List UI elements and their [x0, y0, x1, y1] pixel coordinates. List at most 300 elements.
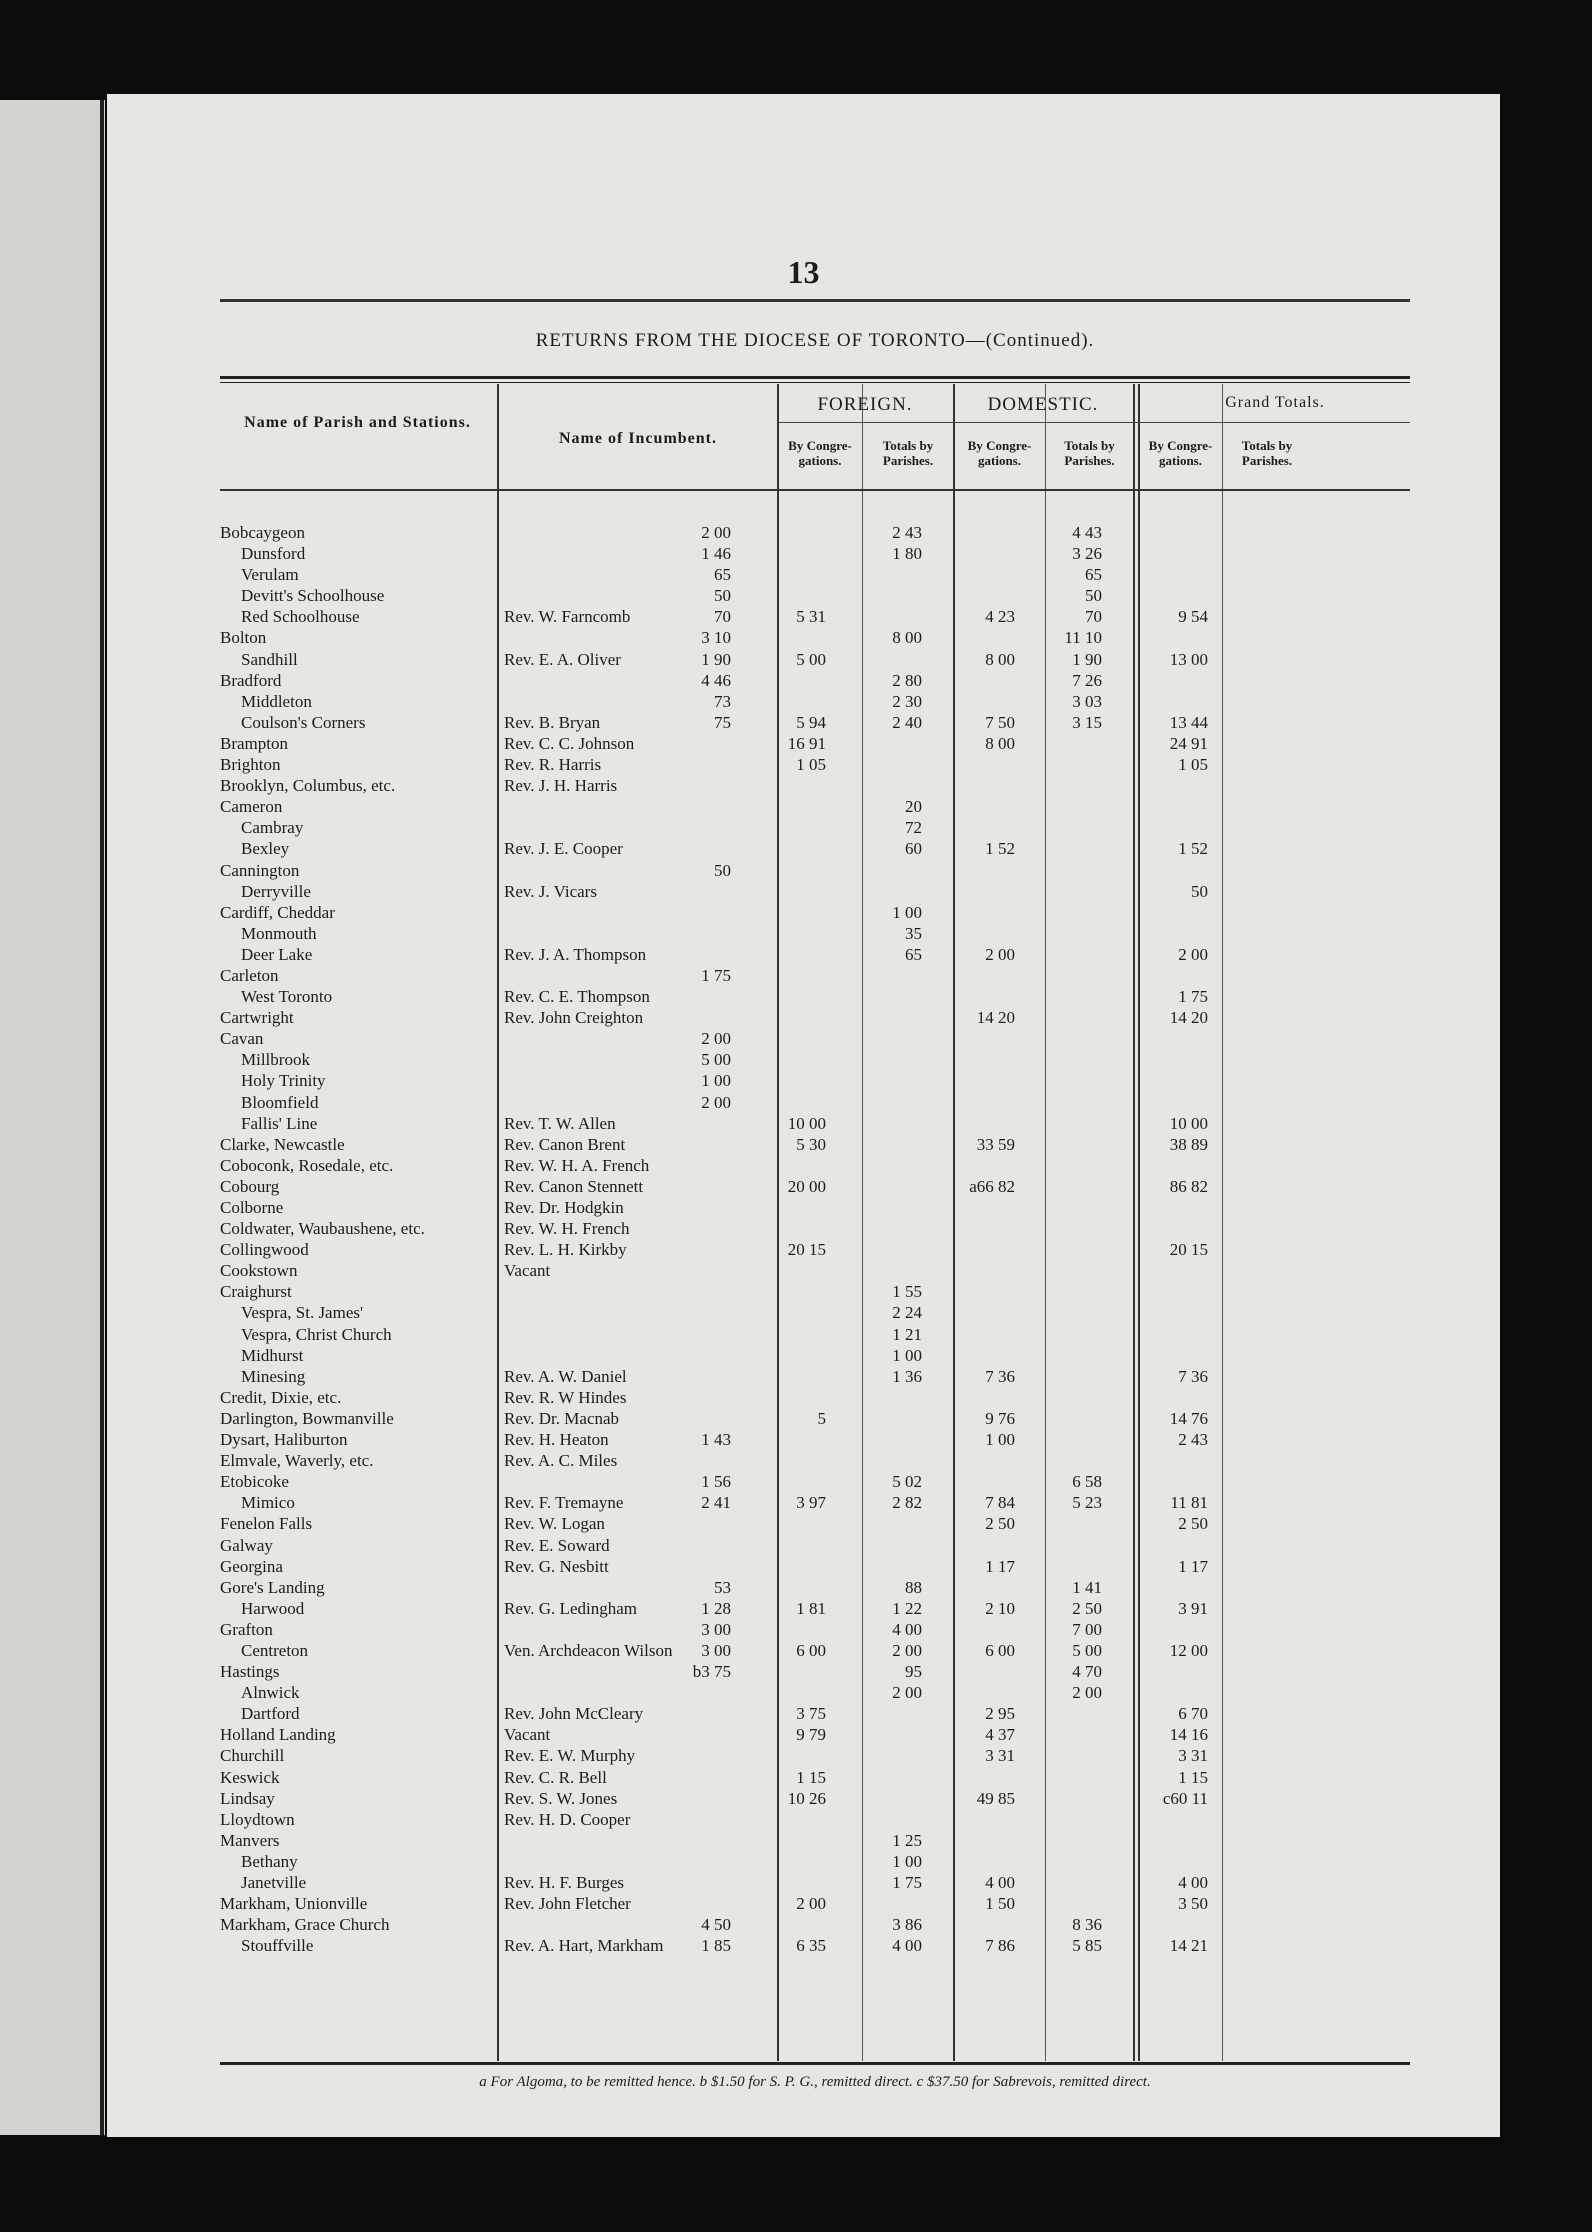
- incumbent-name: Rev. G. Nesbitt: [504, 1556, 609, 1576]
- parish-name: Bradford: [220, 670, 282, 690]
- parish-name: Millbrook: [241, 1050, 310, 1070]
- grand-parish-total-value: 14 76: [1169, 1408, 1208, 1428]
- parish-name: Middleton: [241, 691, 312, 711]
- foreign-parish-total-value: 20 15: [787, 1240, 826, 1260]
- grand-parish-total-value: 4 00: [1178, 1873, 1208, 1892]
- foreign-parish-total-value: 10 26: [787, 1788, 826, 1808]
- domestic-congregations-value: 1 25: [892, 1830, 922, 1850]
- foreign-parish-total-value: 3 97: [796, 1493, 826, 1513]
- table-row: [220, 1176, 1410, 1197]
- header-subrule: [779, 422, 1410, 423]
- incumbent-name: Rev. J. E. Cooper: [504, 839, 623, 859]
- incumbent-name: Rev. E. A. Oliver: [504, 649, 621, 669]
- parish-name: Manvers: [220, 1830, 280, 1850]
- domestic-congregations-value: 35: [905, 923, 922, 943]
- parish-name: Gore's Landing: [220, 1577, 325, 1597]
- parish-name: Clarke, Newcastle: [220, 1134, 345, 1154]
- foreign-parish-total-value: 10 00: [787, 1113, 826, 1133]
- parish-name: Cambray: [241, 818, 304, 838]
- incumbent-name: Rev. J. Vicars: [504, 881, 597, 901]
- foreign-congregations-value: 50: [714, 860, 731, 880]
- foreign-congregations-value: 1 90: [701, 649, 731, 669]
- domestic-parish-total-value: 7 84: [985, 1493, 1015, 1513]
- incumbent-name: Rev. E. W. Murphy: [504, 1746, 636, 1766]
- grand-congregations-value: 1 41: [1072, 1577, 1102, 1597]
- subheader-foreign-parishes: Totals by Parishes.: [882, 438, 934, 468]
- table-row: [220, 1682, 1410, 1703]
- foreign-congregations-value: 2 00: [701, 523, 731, 542]
- domestic-congregations-value: 2 00: [892, 1640, 922, 1660]
- incumbent-name: Rev. R. Harris: [504, 755, 602, 775]
- grand-parish-total-value: 10 00: [1169, 1113, 1208, 1133]
- grand-parish-total-value: 9 54: [1178, 607, 1208, 627]
- domestic-congregations-value: 2 82: [892, 1493, 922, 1513]
- domestic-parish-total-value: 1 17: [985, 1556, 1015, 1576]
- foreign-congregations-value: 4 50: [701, 1915, 731, 1935]
- table-row: [220, 1324, 1410, 1345]
- domestic-congregations-value: 2 00: [892, 1683, 922, 1703]
- incumbent-name: Rev. John McCleary: [504, 1704, 644, 1724]
- incumbent-name: Rev. H. Heaton: [504, 1430, 609, 1450]
- table-row: [220, 1155, 1410, 1176]
- parish-name: Bethany: [241, 1851, 298, 1871]
- incumbent-name: Rev. Dr. Macnab: [504, 1408, 620, 1428]
- parish-name: Vespra, Christ Church: [241, 1324, 392, 1344]
- foreign-parish-total-value: 5 94: [796, 712, 826, 732]
- table-row: [220, 1113, 1410, 1134]
- incumbent-name: Vacant: [504, 1725, 551, 1745]
- table-row: [220, 902, 1410, 923]
- domestic-congregations-value: 72: [905, 818, 922, 838]
- foreign-congregations-value: b3 75: [692, 1662, 731, 1682]
- domestic-congregations-value: 1 22: [892, 1598, 922, 1618]
- parish-name: Verulam: [241, 565, 299, 585]
- parish-name: Georgina: [220, 1556, 283, 1576]
- domestic-parish-total-value: 1 52: [985, 839, 1015, 859]
- foreign-parish-total-value: 5 00: [796, 649, 826, 669]
- table-row: [220, 649, 1410, 670]
- grand-parish-total-value: 2 50: [1178, 1514, 1208, 1534]
- foreign-congregations-value: 3 10: [701, 628, 731, 648]
- grand-congregations-value: 11 10: [1064, 628, 1102, 648]
- parish-name: Cobourg: [220, 1176, 280, 1196]
- table-row: [220, 1092, 1410, 1113]
- table-row: [220, 1745, 1410, 1766]
- parish-name: Cookstown: [220, 1261, 298, 1281]
- header-incumbent: Name of Incumbent.: [559, 430, 717, 447]
- document-page: [107, 94, 1500, 2137]
- table-row: [220, 1703, 1410, 1724]
- foreign-parish-total-value: 1 81: [796, 1598, 826, 1618]
- table-row: [220, 1007, 1410, 1028]
- domestic-congregations-value: 2 24: [892, 1303, 922, 1323]
- table-row: [220, 1872, 1410, 1893]
- parish-name: Grafton: [220, 1619, 273, 1639]
- parish-name: Devitt's Schoolhouse: [241, 586, 385, 606]
- parish-name: Cardiff, Cheddar: [220, 902, 335, 922]
- incumbent-name: Rev. G. Ledingham: [504, 1598, 637, 1618]
- table-row: [220, 860, 1410, 881]
- table-row: [220, 986, 1410, 1007]
- grand-parish-total-value: 20 15: [1169, 1240, 1208, 1260]
- table-row: [220, 1661, 1410, 1682]
- domestic-parish-total-value: 7 50: [985, 712, 1015, 732]
- domestic-parish-total-value: 33 59: [976, 1134, 1015, 1154]
- header-bottom-rule: [220, 489, 1410, 491]
- parish-name: Red Schoolhouse: [241, 607, 360, 627]
- domestic-parish-total-value: 2 00: [985, 944, 1015, 964]
- table-row: [220, 1830, 1410, 1851]
- incumbent-name: Rev. John Fletcher: [504, 1894, 631, 1914]
- parish-name: Collingwood: [220, 1240, 309, 1260]
- table-row: [220, 712, 1410, 733]
- grand-parish-total-value: 14 20: [1169, 1008, 1208, 1028]
- incumbent-name: Ven. Archdeacon Wilson: [504, 1640, 673, 1660]
- table-row: [220, 1556, 1410, 1577]
- table-row: [220, 796, 1410, 817]
- domestic-congregations-value: 5 02: [892, 1472, 922, 1492]
- foreign-parish-total-value: 5 30: [796, 1134, 826, 1154]
- grand-congregations-value: 5 00: [1072, 1640, 1102, 1660]
- table-row: [220, 1345, 1410, 1366]
- table-row: [220, 627, 1410, 648]
- domestic-congregations-value: 8 00: [892, 628, 922, 648]
- incumbent-name: Rev. R. W Hindes: [504, 1387, 627, 1407]
- returns-table-body: [220, 522, 1410, 1956]
- parish-name: Markham, Grace Church: [220, 1915, 390, 1935]
- foreign-congregations-value: 5 00: [701, 1050, 731, 1070]
- table-row: [220, 881, 1410, 902]
- foreign-congregations-value: 75: [714, 712, 731, 732]
- domestic-congregations-value: 20: [905, 797, 922, 817]
- incumbent-name: Rev. S. W. Jones: [504, 1788, 618, 1808]
- table-row: [220, 1260, 1410, 1281]
- domestic-congregations-value: 2 40: [892, 712, 922, 732]
- grand-congregations-value: 8 36: [1072, 1915, 1102, 1935]
- parish-name: Bloomfield: [241, 1092, 319, 1112]
- parish-name: Midhurst: [241, 1345, 304, 1365]
- domestic-parish-total-value: 2 10: [985, 1598, 1015, 1618]
- table-row: [220, 1218, 1410, 1239]
- parish-name: Coboconk, Rosedale, etc.: [220, 1155, 394, 1175]
- table-row: [220, 1197, 1410, 1218]
- foreign-congregations-value: 4 46: [701, 670, 731, 690]
- foreign-parish-total-value: 2 00: [796, 1894, 826, 1914]
- grand-parish-total-value: 1 05: [1178, 755, 1208, 775]
- domestic-parish-total-value: 7 86: [985, 1936, 1015, 1956]
- parish-name: Janetville: [241, 1873, 307, 1892]
- grand-congregations-value: 4 43: [1072, 523, 1102, 542]
- parish-name: Alnwick: [241, 1683, 300, 1703]
- grand-parish-total-value: 3 91: [1178, 1598, 1208, 1618]
- incumbent-name: Rev. E. Soward: [504, 1535, 610, 1555]
- parish-name: Credit, Dixie, etc.: [220, 1387, 342, 1407]
- parish-name: West Toronto: [241, 987, 333, 1007]
- parish-name: Holy Trinity: [241, 1071, 326, 1091]
- grand-parish-total-value: 13 44: [1169, 712, 1208, 732]
- foreign-parish-total-value: 1 15: [796, 1767, 826, 1787]
- table-row: [220, 606, 1410, 627]
- foreign-parish-total-value: 3 75: [796, 1704, 826, 1724]
- previous-page-edge: [0, 100, 105, 2135]
- grand-parish-total-value: 2 00: [1178, 944, 1208, 964]
- foreign-parish-total-value: 1 05: [796, 755, 826, 775]
- incumbent-name: Rev. W. Farncomb: [504, 607, 631, 627]
- parish-name: Bolton: [220, 628, 267, 648]
- grand-congregations-value: 50: [1085, 586, 1102, 606]
- grand-congregations-value: 70: [1085, 607, 1102, 627]
- incumbent-name: Rev. F. Tremayne: [504, 1493, 624, 1513]
- parish-name: Darlington, Bowmanville: [220, 1408, 394, 1428]
- incumbent-name: Rev. C. E. Thompson: [504, 987, 650, 1007]
- parish-name: Monmouth: [241, 923, 317, 943]
- parish-name: Stouffville: [241, 1936, 314, 1956]
- table-row: [220, 1302, 1410, 1323]
- parish-name: Fenelon Falls: [220, 1514, 313, 1534]
- header-grand-totals: Grand Totals.: [1225, 394, 1325, 411]
- domestic-parish-total-value: 2 50: [985, 1514, 1015, 1534]
- grand-congregations-value: 3 26: [1072, 544, 1102, 564]
- table-row: [220, 944, 1410, 965]
- table-row: [220, 1619, 1410, 1640]
- foreign-parish-total-value: 6 35: [796, 1936, 826, 1956]
- footnote: a For Algoma, to be remitted hence. b $1.50 for S. P. G., remitted direct. c $37.50 for Sabrevois, remitted direct.: [479, 2074, 1151, 2090]
- domestic-congregations-value: 1 55: [892, 1282, 922, 1302]
- parish-name: Dartford: [241, 1704, 300, 1724]
- parish-name: Deer Lake: [241, 944, 313, 964]
- page-heading: RETURNS FROM THE DIOCESE OF TORONTO—(Continued).: [535, 330, 1095, 351]
- foreign-congregations-value: 3 00: [701, 1640, 731, 1660]
- grand-congregations-value: 5 23: [1072, 1493, 1102, 1513]
- parish-name: Coulson's Corners: [241, 712, 366, 732]
- domestic-congregations-value: 1 00: [892, 1851, 922, 1871]
- table-row: [220, 1281, 1410, 1302]
- parish-name: Etobicoke: [220, 1472, 289, 1492]
- foreign-congregations-value: 2 41: [701, 1493, 731, 1513]
- foreign-congregations-value: 1 28: [701, 1598, 731, 1618]
- domestic-congregations-value: 88: [905, 1577, 922, 1597]
- grand-parish-total-value: 1 15: [1178, 1767, 1208, 1787]
- table-row: [220, 1366, 1410, 1387]
- parish-name: Galway: [220, 1535, 273, 1555]
- header-foreign: FOREIGN.: [817, 394, 913, 415]
- parish-name: Dunsford: [241, 544, 306, 564]
- table-row: [220, 1028, 1410, 1049]
- domestic-parish-total-value: 6 00: [985, 1640, 1015, 1660]
- foreign-parish-total-value: 16 91: [787, 733, 826, 753]
- domestic-congregations-value: 4 00: [892, 1936, 922, 1956]
- table-row: [220, 1788, 1410, 1809]
- parish-name: Cameron: [220, 797, 283, 817]
- grand-parish-total-value: 50: [1191, 881, 1208, 901]
- grand-parish-total-value: 14 21: [1169, 1936, 1208, 1956]
- grand-parish-total-value: 3 50: [1178, 1894, 1208, 1914]
- domestic-congregations-value: 1 36: [892, 1366, 922, 1386]
- table-row: [220, 543, 1410, 564]
- incumbent-name: Rev. John Creighton: [504, 1008, 644, 1028]
- foreign-congregations-value: 1 56: [701, 1472, 731, 1492]
- table-row: [220, 775, 1410, 796]
- incumbent-name: Rev. Dr. Hodgkin: [504, 1198, 624, 1217]
- table-bottom-rule: [220, 2062, 1410, 2065]
- incumbent-name: Rev. C. R. Bell: [504, 1767, 607, 1787]
- parish-name: Bexley: [241, 839, 290, 859]
- incumbent-name: Rev. W. H. French: [504, 1219, 630, 1239]
- grand-parish-total-value: 12 00: [1169, 1640, 1208, 1660]
- foreign-congregations-value: 73: [714, 691, 731, 711]
- grand-congregations-value: 4 70: [1072, 1662, 1102, 1682]
- grand-parish-total-value: 1 75: [1178, 987, 1208, 1007]
- table-row: [220, 923, 1410, 944]
- domestic-congregations-value: 1 21: [892, 1324, 922, 1344]
- domestic-congregations-value: 1 00: [892, 1345, 922, 1365]
- parish-name: Sandhill: [241, 649, 298, 669]
- domestic-congregations-value: 1 00: [892, 902, 922, 922]
- domestic-parish-total-value: 2 95: [985, 1704, 1015, 1724]
- parish-name: Churchill: [220, 1746, 285, 1766]
- foreign-congregations-value: 1 85: [701, 1936, 731, 1956]
- parish-name: Mimico: [241, 1493, 295, 1513]
- foreign-parish-total-value: 9 79: [796, 1725, 826, 1745]
- grand-parish-total-value: 3 31: [1178, 1746, 1208, 1766]
- parish-name: Keswick: [220, 1767, 280, 1787]
- table-row: [220, 585, 1410, 606]
- foreign-congregations-value: 3 00: [701, 1619, 731, 1639]
- foreign-congregations-value: 1 00: [701, 1071, 731, 1091]
- subheader-domestic-parishes: Totals by Parishes.: [1064, 438, 1115, 468]
- parish-name: Elmvale, Waverly, etc.: [220, 1451, 374, 1471]
- parish-name: Harwood: [241, 1598, 305, 1618]
- foreign-parish-total-value: 5 31: [796, 607, 826, 627]
- foreign-congregations-value: 1 75: [701, 965, 731, 985]
- grand-parish-total-value: 6 70: [1178, 1704, 1208, 1724]
- domestic-congregations-value: 1 80: [892, 544, 922, 564]
- parish-name: Holland Landing: [220, 1725, 336, 1745]
- incumbent-name: Rev. B. Bryan: [504, 712, 601, 732]
- domestic-congregations-value: 2 30: [892, 691, 922, 711]
- foreign-congregations-value: 1 46: [701, 544, 731, 564]
- grand-congregations-value: 6 58: [1072, 1472, 1102, 1492]
- parish-name: Lloydtown: [220, 1809, 295, 1829]
- grand-congregations-value: 2 00: [1072, 1683, 1102, 1703]
- domestic-parish-total-value: 8 00: [985, 649, 1015, 669]
- table-row: [220, 1598, 1410, 1619]
- table-row: [220, 1239, 1410, 1260]
- top-rule: [220, 299, 1410, 302]
- table-row: [220, 733, 1410, 754]
- domestic-parish-total-value: 7 36: [985, 1366, 1015, 1386]
- incumbent-name: Rev. L. H. Kirkby: [504, 1240, 627, 1260]
- grand-parish-total-value: 38 89: [1169, 1134, 1208, 1154]
- incumbent-name: Vacant: [504, 1261, 551, 1281]
- subheader-domestic-congregations: By Congre-gations.: [967, 438, 1032, 468]
- incumbent-name: Rev. Canon Stennett: [504, 1176, 644, 1196]
- incumbent-name: Rev. W. Logan: [504, 1514, 605, 1534]
- table-row: [220, 1577, 1410, 1598]
- table-row: [220, 1893, 1410, 1914]
- foreign-congregations-value: 2 00: [701, 1092, 731, 1112]
- foreign-congregations-value: 53: [714, 1577, 731, 1597]
- parish-name: Minesing: [241, 1366, 306, 1386]
- foreign-congregations-value: 2 00: [701, 1029, 731, 1049]
- foreign-congregations-value: 1 43: [701, 1430, 731, 1450]
- grand-congregations-value: 3 15: [1072, 712, 1102, 732]
- incumbent-name: Rev. A. Hart, Markham: [504, 1936, 664, 1956]
- table-row: [220, 1935, 1410, 1956]
- table-row: [220, 1450, 1410, 1471]
- domestic-parish-total-value: 4 37: [985, 1725, 1015, 1745]
- foreign-parish-total-value: 5: [817, 1408, 826, 1428]
- grand-parish-total-value: 1 52: [1178, 839, 1208, 859]
- domestic-congregations-value: 3 86: [892, 1915, 922, 1935]
- table-row: [220, 522, 1410, 543]
- foreign-congregations-value: 70: [714, 607, 731, 627]
- foreign-parish-total-value: 20 00: [787, 1176, 826, 1196]
- incumbent-name: Rev. W. H. A. French: [504, 1155, 650, 1175]
- table-top-rule-thin: [220, 382, 1410, 383]
- table-row: [220, 1492, 1410, 1513]
- header-domestic: DOMESTIC.: [987, 394, 1099, 415]
- domestic-congregations-value: 4 00: [892, 1619, 922, 1639]
- table-row: [220, 1640, 1410, 1661]
- parish-name: Brampton: [220, 733, 288, 753]
- domestic-parish-total-value: a66 82: [969, 1176, 1015, 1196]
- grand-parish-total-value: 1 17: [1178, 1556, 1208, 1576]
- incumbent-name: Rev. H. D. Cooper: [504, 1809, 631, 1829]
- grand-parish-total-value: 24 91: [1169, 733, 1208, 753]
- table-row: [220, 1134, 1410, 1155]
- grand-parish-total-value: 13 00: [1169, 649, 1208, 669]
- grand-congregations-value: 7 26: [1072, 670, 1102, 690]
- incumbent-name: Rev. C. C. Johnson: [504, 733, 635, 753]
- incumbent-name: Rev. A. C. Miles: [504, 1451, 618, 1471]
- table-row: [220, 1851, 1410, 1872]
- table-row: [220, 670, 1410, 691]
- parish-name: Cavan: [220, 1029, 264, 1049]
- parish-name: Hastings: [220, 1662, 280, 1682]
- table-row: [220, 1070, 1410, 1091]
- page-gutter: [100, 100, 104, 2135]
- grand-parish-total-value: 2 43: [1178, 1430, 1208, 1450]
- domestic-congregations-value: 95: [905, 1662, 922, 1682]
- foreign-parish-total-value: 6 00: [796, 1640, 826, 1660]
- domestic-parish-total-value: 49 85: [976, 1788, 1015, 1808]
- table-row: [220, 965, 1410, 986]
- parish-name: Coldwater, Waubaushene, etc.: [220, 1219, 425, 1239]
- domestic-parish-total-value: 3 31: [985, 1746, 1015, 1766]
- domestic-parish-total-value: 9 76: [985, 1408, 1015, 1428]
- domestic-congregations-value: 1 75: [892, 1873, 922, 1892]
- table-row: [220, 564, 1410, 585]
- domestic-parish-total-value: 8 00: [985, 733, 1015, 753]
- parish-name: Markham, Unionville: [220, 1894, 368, 1914]
- grand-parish-total-value: 14 16: [1169, 1725, 1208, 1745]
- grand-parish-total-value: 86 82: [1169, 1176, 1208, 1196]
- table-row: [220, 1767, 1410, 1788]
- parish-name: Craighurst: [220, 1282, 292, 1302]
- domestic-parish-total-value: 14 20: [976, 1008, 1015, 1028]
- grand-parish-total-value: 11 81: [1170, 1493, 1208, 1513]
- parish-name: Brighton: [220, 755, 281, 775]
- parish-name: Centreton: [241, 1640, 309, 1660]
- incumbent-name: Rev. H. F. Burges: [504, 1873, 625, 1892]
- table-row: [220, 1914, 1410, 1935]
- subheader-foreign-congregations: By Congre-gations.: [788, 438, 852, 468]
- table-top-rule: [220, 376, 1410, 379]
- incumbent-name: Rev. T. W. Allen: [504, 1113, 616, 1133]
- incumbent-name: Rev. J. H. Harris: [504, 776, 618, 796]
- domestic-parish-total-value: 4 00: [985, 1873, 1015, 1892]
